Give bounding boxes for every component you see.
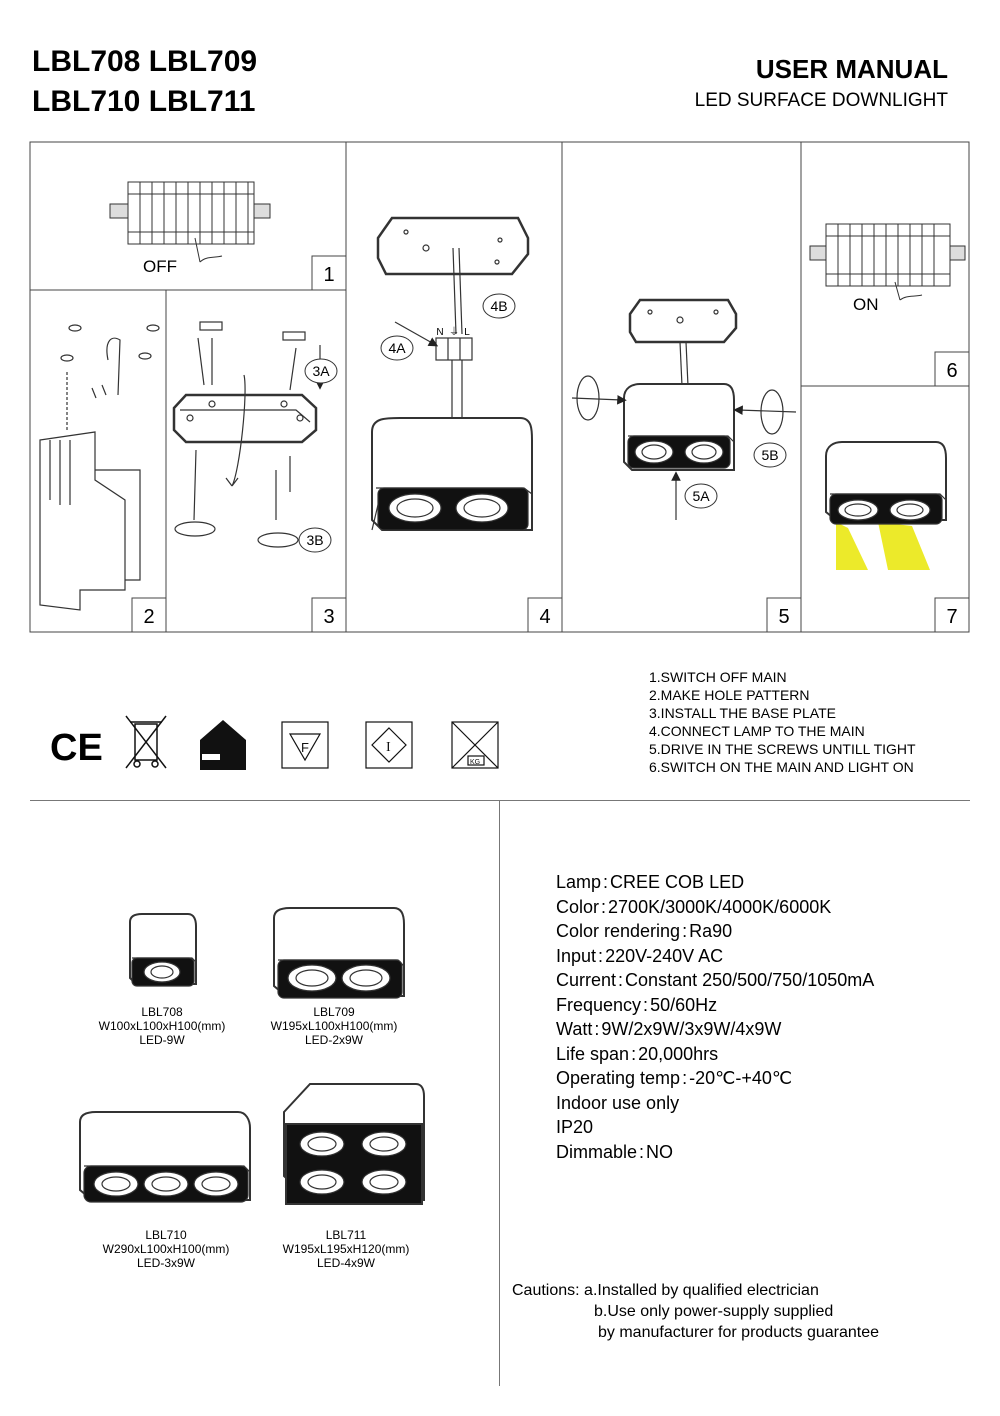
specifications — [556, 870, 874, 1164]
lbl711-base — [260, 1120, 440, 1210]
instruction-step: 3.INSTALL THE BASE PLATE — [649, 705, 836, 721]
svg-text:I: I — [386, 740, 391, 755]
model-caption-lbl710 — [86, 1228, 246, 1270]
spec-row: Color : 2700K/3000K/4000K/6000K — [556, 896, 832, 917]
model-caption-lbl709 — [254, 1005, 414, 1047]
step-number-6: 6 — [946, 360, 958, 382]
cautions — [512, 1280, 879, 1343]
spec-row: Lamp : CREE COB LED — [556, 872, 745, 892]
spec-row: Frequency : 50/60Hz — [556, 994, 718, 1015]
lbl709-illustration — [274, 908, 404, 998]
light-on-illustration — [826, 442, 946, 570]
spec-row: Life span : 20,000hrs — [556, 1043, 719, 1064]
base-plate-install — [174, 322, 320, 547]
model-caption-lbl708 — [82, 1005, 242, 1047]
spec-row: Current : Constant 250/500/750/1050mA — [556, 970, 875, 990]
terminal-n: N — [436, 327, 444, 338]
spec-row: Indoor use only — [556, 1092, 680, 1113]
caution-a: a.Installed by qualified electrician — [584, 1282, 819, 1299]
model-dims: W290xL100xH100(mm) — [102, 1242, 230, 1256]
model-power: LED-2x9W — [304, 1033, 363, 1047]
breaker-panel-off — [110, 182, 270, 262]
on-label: ON — [853, 295, 879, 314]
step-number-3: 3 — [323, 606, 335, 628]
callout-4b: 4B — [490, 298, 508, 314]
spec-row: Input : 220V-240V AC — [556, 945, 724, 966]
lbl708-illustration — [130, 914, 196, 986]
vertical-divider — [499, 801, 500, 1386]
model-dims: W195xL100xH100(mm) — [270, 1019, 398, 1033]
drill-illustration — [40, 325, 159, 610]
model-name: LBL709 — [313, 1005, 355, 1019]
breaker-panel-on — [810, 224, 965, 300]
step-number-2: 2 — [143, 606, 155, 628]
off-label: OFF — [143, 257, 177, 276]
model-power: LED-4x9W — [316, 1256, 375, 1270]
model-caption-lbl711 — [266, 1228, 426, 1270]
models-line-2: LBL710 LBL711 — [32, 85, 256, 118]
step-number-1: 1 — [323, 264, 335, 286]
caution-b: b.Use only power-supply supplied — [594, 1303, 834, 1320]
instruction-step: 6.SWITCH ON THE MAIN AND LIGHT ON — [649, 759, 914, 775]
model-dims: W100xL100xH100(mm) — [98, 1019, 226, 1033]
spec-row: IP20 — [556, 1117, 594, 1137]
lbl710-illustration — [80, 1112, 250, 1202]
models-line-1: LBL708 LBL709 — [32, 45, 258, 78]
terminal-l: L — [464, 327, 470, 338]
terminal-earth: ⏚ — [449, 327, 459, 338]
manual-title: USER MANUAL — [755, 54, 948, 84]
spec-row: Dimmable : NO — [556, 1141, 674, 1162]
class-ii-diamond-icon — [366, 722, 412, 768]
weight-kg-icon — [452, 722, 498, 768]
model-name: LBL711 — [325, 1228, 367, 1242]
instructions-list — [649, 668, 916, 776]
svg-text:F: F — [301, 740, 309, 755]
certification-icons — [40, 712, 540, 776]
indoor-house-icon — [200, 720, 246, 770]
callout-3a: 3A — [312, 363, 330, 379]
weee-bin-icon — [126, 716, 166, 768]
caution-b-continued: by manufacturer for products guarantee — [598, 1324, 880, 1341]
model-power: LED-9W — [139, 1033, 185, 1047]
callout-4a: 4A — [388, 340, 406, 356]
spec-row: Operating temp : -20℃-+40℃ — [556, 1068, 793, 1088]
svg-text:KG: KG — [470, 759, 481, 766]
instruction-step: 5.DRIVE IN THE SCREWS UNTILL TIGHT — [649, 741, 916, 757]
model-name: LBL708 — [141, 1005, 183, 1019]
ce-mark-icon: CE — [50, 727, 103, 769]
instruction-step: 1.SWITCH OFF MAIN — [649, 669, 787, 685]
manual-subtitle: LED SURFACE DOWNLIGHT — [694, 90, 948, 111]
drive-screws-illustration — [572, 300, 796, 520]
instruction-step: 4.CONNECT LAMP TO THE MAIN — [649, 723, 865, 739]
spec-row: Watt : 9W/2x9W/3x9W/4x9W — [556, 1019, 782, 1039]
f-mark-icon — [282, 722, 328, 768]
callout-3b: 3B — [306, 532, 324, 548]
step-number-4: 4 — [539, 606, 551, 628]
step-number-5: 5 — [778, 606, 790, 628]
step-number-7: 7 — [946, 606, 958, 628]
horizontal-divider — [30, 800, 970, 801]
cautions-prefix: Cautions: — [512, 1282, 580, 1299]
callout-5b: 5B — [761, 447, 779, 463]
model-dims: W195xL195xH120(mm) — [282, 1242, 410, 1256]
callout-5a: 5A — [692, 488, 710, 504]
model-power: LED-3x9W — [136, 1256, 195, 1270]
model-name: LBL710 — [145, 1228, 187, 1242]
spec-row: Color rendering : Ra90 — [556, 921, 733, 941]
installation-steps-diagram — [0, 0, 1000, 660]
instruction-step: 2.MAKE HOLE PATTERN — [649, 687, 810, 703]
connect-lamp-illustration — [372, 218, 532, 530]
